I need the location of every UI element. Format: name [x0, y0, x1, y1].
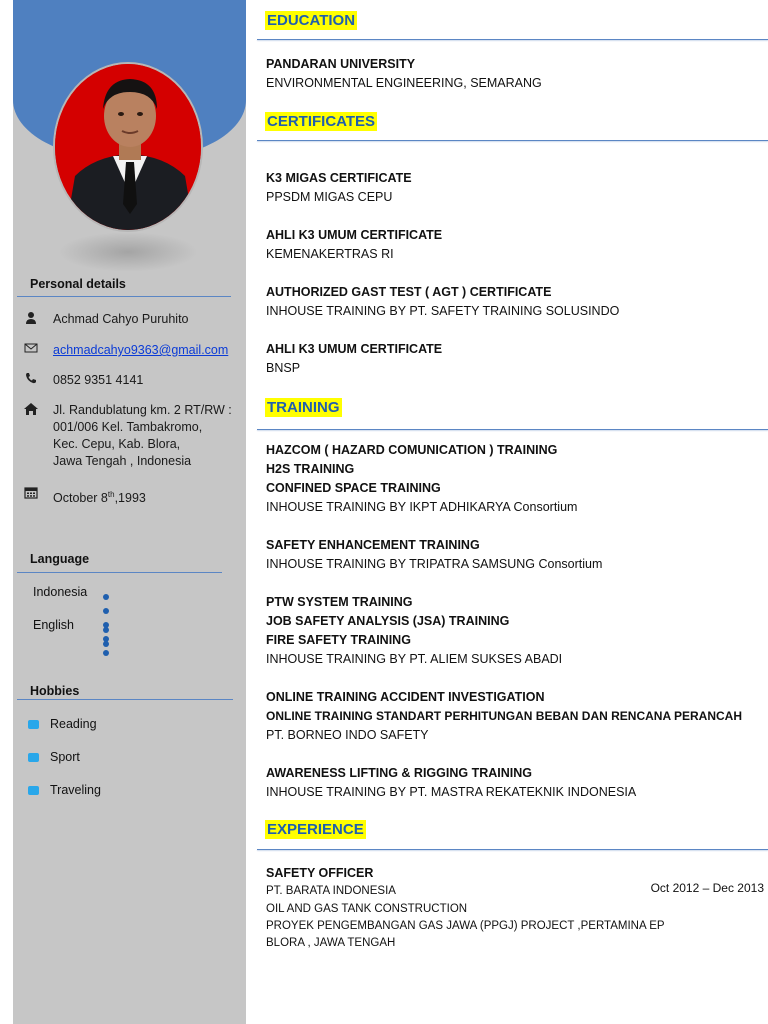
certificate-issuer: INHOUSE TRAINING BY PT. SAFETY TRAINING SOLUSINDO	[266, 304, 620, 318]
home-icon	[23, 402, 39, 416]
calendar-icon	[23, 486, 39, 500]
training-course: SAFETY ENHANCEMENT TRAINING	[266, 538, 480, 552]
bullet-square-icon	[28, 720, 39, 729]
birthdate-month-day: October 8	[53, 491, 108, 506]
email-link[interactable]: achmadcahyo9363@gmail.com	[53, 343, 229, 357]
certificates-rule	[257, 140, 768, 141]
experience-heading: EXPERIENCE	[267, 821, 364, 838]
experience-rule	[257, 849, 768, 850]
level-dot	[103, 650, 109, 656]
training-heading: TRAINING	[267, 399, 340, 416]
hobbies-heading: Hobbies	[30, 684, 80, 698]
training-course: HAZCOM ( HAZARD COMUNICATION ) TRAINING	[266, 443, 558, 457]
certificate-name: AHLI K3 UMUM CERTIFICATE	[266, 228, 443, 242]
birthdate-suffix: th	[107, 490, 115, 499]
training-course: AWARENESS LIFTING & RIGGING TRAINING	[266, 766, 532, 780]
main-content	[257, 0, 768, 1024]
bullet-square-icon	[28, 786, 39, 795]
education-major: ENVIRONMENTAL ENGINEERING, SEMARANG	[266, 76, 542, 90]
birthdate	[53, 486, 146, 507]
certificate-name: AUTHORIZED GAST TEST ( AGT ) CERTIFICATE	[266, 285, 552, 299]
training-rule	[257, 429, 768, 430]
training-provider: INHOUSE TRAINING BY TRIPATRA SAMSUNG Consortium	[266, 557, 603, 571]
hobby-label: Sport	[50, 750, 80, 764]
level-dot	[103, 608, 109, 614]
hobbies-rule	[17, 699, 233, 700]
language-item	[33, 585, 87, 599]
address	[53, 402, 232, 470]
level-dot	[103, 641, 109, 647]
language-name: English	[33, 618, 74, 632]
language-name: Indonesia	[33, 585, 88, 599]
address-row	[23, 402, 238, 472]
education-school: PANDARAN UNIVERSITY	[266, 57, 416, 71]
envelope-icon	[23, 342, 39, 356]
training-course: PTW SYSTEM TRAINING	[266, 595, 413, 609]
address-line: Jl. Randublatung km. 2 RT/RW :	[53, 403, 232, 417]
job-dates: Oct 2012 – Dec 2013	[650, 881, 764, 895]
training-course: ONLINE TRAINING STANDART PERHITUNGAN BEBAN DAN RENCANA PERANCAH	[266, 709, 742, 723]
training-provider: INHOUSE TRAINING BY PT. MASTRA REKATEKNIK INDONESIA	[266, 785, 637, 799]
education-rule	[257, 39, 768, 40]
language-rule	[17, 572, 222, 573]
personal-details-heading: Personal details	[30, 277, 126, 291]
training-course: ONLINE TRAINING ACCIDENT INVESTIGATION	[266, 690, 545, 704]
training-provider: INHOUSE TRAINING BY IKPT ADHIKARYA Consortium	[266, 500, 578, 514]
training-course: JOB SAFETY ANALYSIS (JSA) TRAINING	[266, 614, 510, 628]
person-icon	[23, 311, 39, 325]
level-dot	[103, 627, 109, 633]
training-course: CONFINED SPACE TRAINING	[266, 481, 441, 495]
address-line: 001/006 Kel. Tambakromo,	[53, 420, 203, 434]
training-provider: INHOUSE TRAINING BY PT. ALIEM SUKSES ABADI	[266, 652, 563, 666]
sidebar	[13, 0, 246, 1024]
certificate-name: AHLI K3 UMUM CERTIFICATE	[266, 342, 443, 356]
certificate-issuer: PPSDM MIGAS CEPU	[266, 190, 393, 204]
job-detail: OIL AND GAS TANK CONSTRUCTION	[266, 903, 468, 915]
certificate-name: K3 MIGAS CERTIFICATE	[266, 171, 412, 185]
language-item	[33, 618, 74, 632]
certificates-heading: CERTIFICATES	[267, 113, 376, 130]
address-line: Jawa Tengah , Indonesia	[53, 454, 192, 468]
photo-shadow	[58, 232, 198, 272]
bullet-square-icon	[28, 753, 39, 762]
training-course: H2S TRAINING	[266, 462, 355, 476]
level-dot	[103, 594, 109, 600]
training-provider: PT. BORNEO INDO SAFETY	[266, 728, 429, 742]
job-detail: PROYEK PENGEMBANGAN GAS JAWA (PPGJ) PROJECT ,PERTAMINA EP	[266, 920, 665, 932]
birthdate-year: ,1993	[114, 491, 146, 506]
language-heading: Language	[30, 552, 90, 566]
job-company: PT. BARATA INDONESIA	[266, 885, 396, 897]
hobby-label: Reading	[50, 717, 97, 731]
phone-icon	[23, 372, 39, 386]
hobby-label: Traveling	[50, 783, 101, 797]
address-line: Kec. Cepu, Kab. Blora,	[53, 437, 181, 451]
job-title: SAFETY OFFICER	[266, 866, 374, 880]
education-heading: EDUCATION	[267, 12, 356, 29]
language-level-dots	[103, 622, 115, 650]
certificate-issuer: BNSP	[266, 361, 301, 375]
training-course: FIRE SAFETY TRAINING	[266, 633, 411, 647]
certificate-issuer: KEMENAKERTRAS RI	[266, 247, 394, 261]
profile-photo	[53, 62, 203, 232]
job-detail: BLORA , JAWA TENGAH	[266, 937, 396, 949]
phone-number: 0852 9351 4141	[53, 373, 144, 387]
personal-details-rule	[17, 296, 231, 297]
full-name: Achmad Cahyo Puruhito	[53, 312, 189, 326]
